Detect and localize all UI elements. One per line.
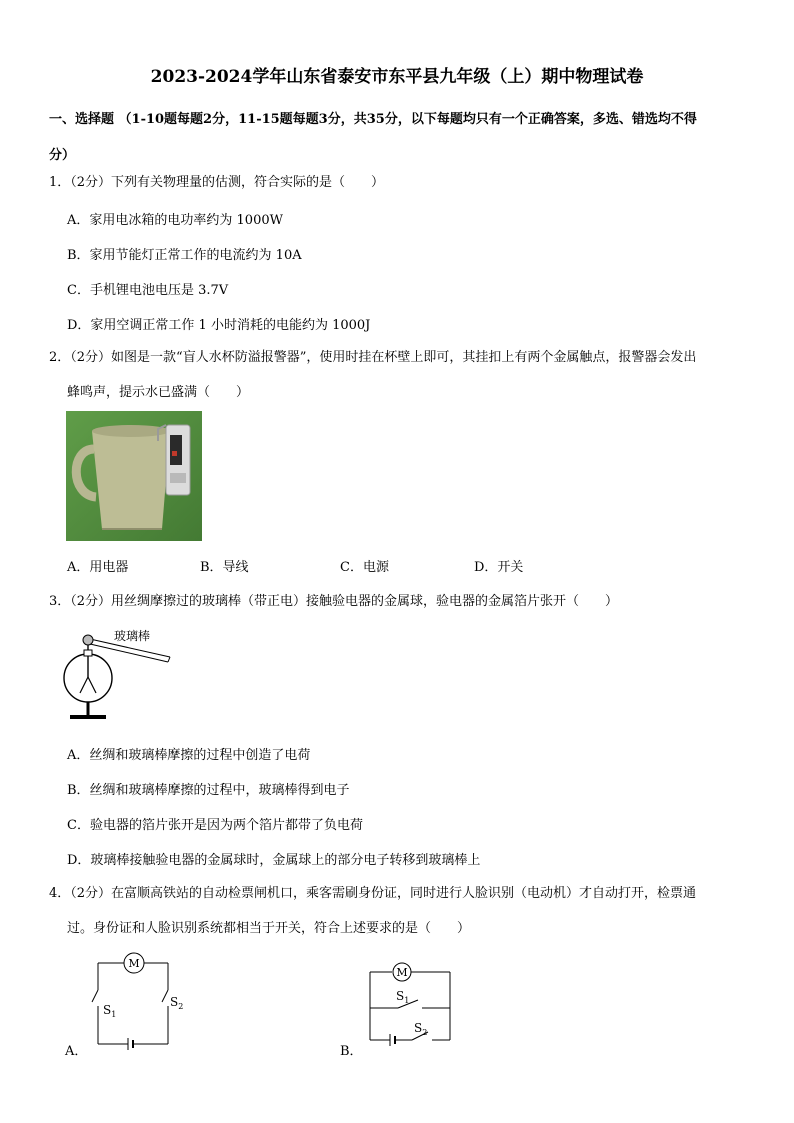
circuit-a-s1-label: $S_1$ bbox=[103, 1003, 117, 1019]
question-2-option-b: B．导线 bbox=[200, 560, 249, 575]
section-heading-line1: 一、选择题 （1-10题每题2分，11-15题每题3分，共35分，以下每题均只有一个正确答案，多选、错选均不得 bbox=[49, 112, 697, 127]
question-3-option-b: B．丝绸和玻璃棒摩擦的过程中，玻璃棒得到电子 bbox=[67, 783, 350, 798]
question-2-option-c: C．电源 bbox=[340, 560, 389, 575]
question-2-stem bbox=[49, 340, 759, 410]
question-2-option-a: A．用电器 bbox=[67, 560, 129, 575]
circuit-b-motor-label: M bbox=[396, 966, 408, 979]
circuit-b-label: B． bbox=[340, 1044, 363, 1059]
page-title: 2023-2024学年山东省泰安市东平县九年级（上）期中物理试卷 bbox=[150, 67, 644, 87]
question-1-option-c: C．手机锂电池电压是 3.7V bbox=[67, 283, 229, 298]
circuit-a-label: A． bbox=[65, 1044, 88, 1059]
circuit-b-s1-label: $S_1$ bbox=[396, 989, 410, 1005]
circuit-b-s2-label: $S_2$ bbox=[414, 1021, 428, 1037]
question-1-stem: 1．（2分）下列有关物理量的估测，符合实际的是（ ） bbox=[49, 175, 385, 190]
question-3-option-c: C．验电器的箔片张开是因为两个箔片都带了负电荷 bbox=[67, 818, 363, 833]
question-4-stem-line1: 4．（2分）在富顺高铁站的自动检票闸机口，乘客需刷身份证，同时进行人脸识别（电动机）才自动打开，检票通 bbox=[49, 886, 697, 901]
question-1-option-a: A．家用电冰箱的电功率约为 1000W bbox=[67, 213, 283, 228]
section-heading bbox=[49, 102, 759, 174]
question-3-option-d: D．玻璃棒接触验电器的金属球时，金属球上的部分电子转移到玻璃棒上 bbox=[67, 853, 481, 868]
circuit-a-s2-label: $S_2$ bbox=[170, 995, 184, 1011]
question-4-stem-line2: 过。身份证和人脸识别系统都相当于开关，符合上述要求的是（ ） bbox=[67, 921, 471, 936]
question-4-stem bbox=[49, 876, 759, 946]
circuit-a-diagram bbox=[90, 948, 184, 1052]
question-2-stem-line2: 蜂鸣声，提示水已盛满（ ） bbox=[67, 385, 250, 400]
section-heading-line2: 分） bbox=[49, 148, 76, 163]
question-1-option-b: B．家用节能灯正常工作的电流约为 10A bbox=[67, 248, 302, 263]
glass-rod-label: 玻璃棒 bbox=[114, 629, 151, 643]
circuit-b-diagram bbox=[362, 960, 457, 1050]
question-2-option-d: D．开关 bbox=[474, 560, 524, 575]
question-2-stem-line1: 2．（2分）如图是一款“盲人水杯防溢报警器”，使用时挂在杯壁上即可，其挂扣上有两个金属触点，报警器会发出 bbox=[49, 350, 697, 365]
circuit-a-motor-label: M bbox=[128, 957, 140, 970]
question-3-stem: 3．（2分）用丝绸摩擦过的玻璃棒（带正电）接触验电器的金属球，验电器的金属箔片张开（ ） bbox=[49, 594, 619, 609]
question-1-option-d: D．家用空调正常工作 1 小时消耗的电能约为 1000J bbox=[67, 318, 371, 333]
question-3-option-a: A．丝绸和玻璃棒摩擦的过程中创造了电荷 bbox=[67, 748, 311, 763]
cup-alarm-photo bbox=[66, 411, 202, 541]
